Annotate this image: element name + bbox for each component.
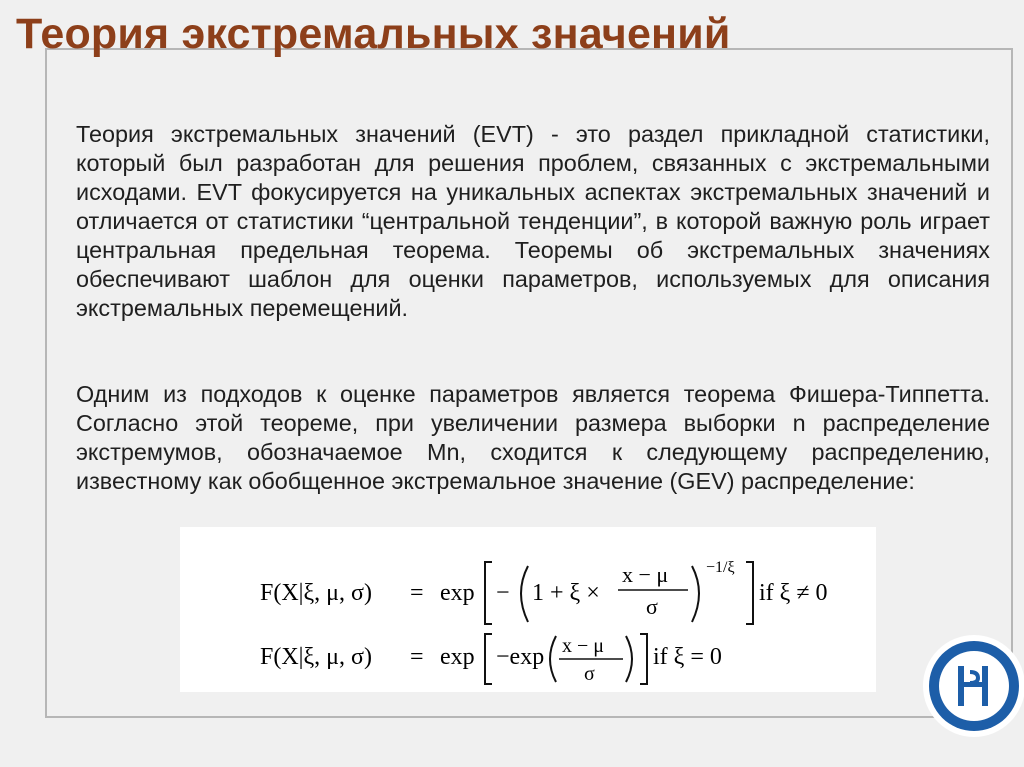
logo-letter-stroke-left [958, 666, 964, 706]
hse-logo-icon [920, 632, 1024, 740]
formula-1-power: −1/ξ [706, 559, 735, 576]
formula-2-lhs: F(X|ξ, μ, σ) [260, 644, 372, 670]
formula-1-left-paren [521, 566, 528, 622]
formula-2-right-paren [626, 636, 632, 682]
gev-formula-xi-nonzero [260, 556, 860, 626]
formula-1-right-paren [692, 566, 699, 622]
gev-formula-xi-zero [260, 632, 860, 688]
formula-1-lhs: F(X|ξ, μ, σ) [260, 580, 372, 606]
formula-1-condition: if ξ ≠ 0 [759, 580, 828, 606]
formula-2-exp: exp [440, 644, 475, 670]
formula-2-numerator: x − μ [562, 635, 605, 657]
paragraph-fisher-tippett: Одним из подходов к оценке параметров является теорема Фишера-Типпетта. Согласно этой теореме, при увеличении размера выборки n распределение экстремумов, обозначаемое Mn, сходится к следующему распределению, известному как обобщенное экстремальное значение (GEV) распределение: [76, 381, 990, 494]
formula-2-denominator: σ [584, 663, 595, 685]
formula-1-minus: − [496, 580, 510, 606]
slide-title: Теория экстремальных значений [16, 10, 731, 58]
formula-2-condition: if ξ = 0 [653, 644, 722, 670]
formula-image [180, 527, 876, 692]
paragraph-evt-definition: Теория экстремальных значений (EVT) - это раздел прикладной статистики, который был разработан для решения проблем, связанных с экстремальными исходами. EVT фокусируется на уникальных аспектах экстремальных значений и отличается от статистики “центральной тенденции”, в которой важную роль играет центральная предельная теорема. Теоремы об экстремальных значениях обеспечивают шаблон для оценки параметров, используемых для описания экстремальных перемещений. [76, 121, 990, 321]
formula-1-one-plus-xi: 1 + ξ × [532, 580, 600, 606]
hse-logo-svg [920, 632, 1024, 740]
formula-1-numerator: x − μ [622, 562, 669, 587]
formula-1-left-bracket [485, 562, 492, 624]
formula-2-left-bracket [485, 634, 492, 684]
formula-2-equals: = [410, 644, 424, 670]
formula-1-denominator: σ [646, 594, 658, 619]
formula-2-minus-exp: −exp [496, 644, 545, 670]
gev-formula-xi-zero-svg [260, 632, 860, 688]
gev-formula-xi-nonzero-svg [260, 556, 860, 626]
formula-2-right-bracket [640, 634, 647, 684]
formula-1-equals: = [410, 580, 424, 606]
formula-1-exp: exp [440, 580, 475, 606]
logo-letter-stroke-right [982, 666, 988, 706]
formula-1-right-bracket [746, 562, 753, 624]
formula-2-left-paren [550, 636, 556, 682]
